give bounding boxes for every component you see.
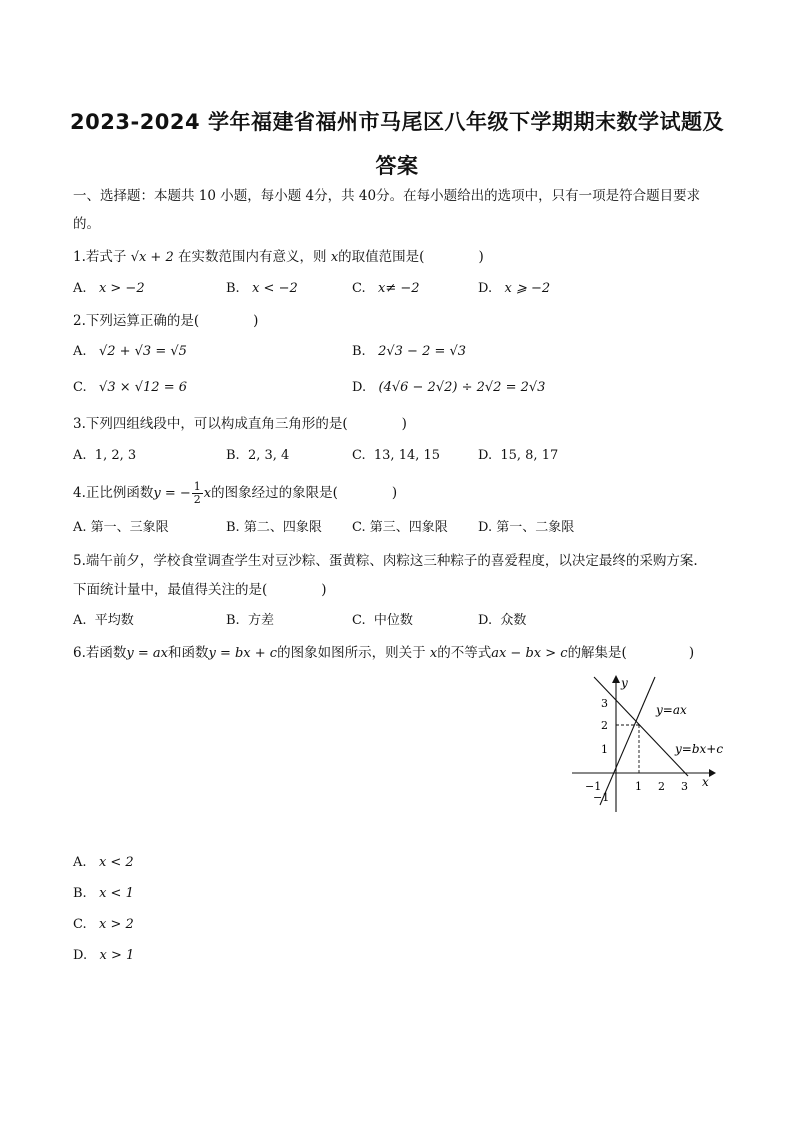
x-axis-arrow [709, 769, 716, 777]
q6-option-b[interactable]: B. x < 1 [73, 886, 134, 901]
q1-variable: x [330, 250, 339, 265]
line-y-ax-label: y=ax [656, 703, 687, 717]
line-y-bx-c-label: y=bx+c [675, 742, 724, 756]
line-y-ax [600, 677, 655, 805]
section-instruction-line-2: 的。 [73, 216, 100, 232]
y-axis-label: y [621, 676, 628, 690]
question-6-stem: 6.若函数y = ax和函数y = bx + c的图象如图所示，则关于 x的不等式ax − bx > c的解集是( ) [73, 645, 695, 661]
q1-suffix-2: 的取值范围是( [338, 249, 425, 265]
question-2-stem: 2.下列运算正确的是( ) [73, 313, 259, 329]
y-tick-3: 3 [601, 697, 608, 710]
q3-option-c[interactable]: C. 13, 14, 15 [352, 448, 441, 463]
q1-option-d[interactable]: D. x ⩾ −2 [478, 281, 551, 296]
q1-suffix: 在实数范围内有意义，则 [178, 249, 327, 265]
q2-option-c[interactable]: C. √3 × √12 = 6 [73, 380, 187, 395]
y-tick-1: 1 [601, 743, 608, 756]
question-5-stem-line-2: 下面统计量中，最值得关注的是( ) [73, 582, 327, 598]
x-tick-neg1: −1 [585, 780, 602, 793]
q6-option-c[interactable]: C. x > 2 [73, 917, 134, 932]
x-tick-3: 3 [681, 780, 688, 793]
question-3-stem: 3.下列四组线段中，可以构成直角三角形的是( ) [73, 416, 407, 432]
document-title: 2023-2024 学年福建省福州市马尾区八年级下学期期末数学试题及答案 [70, 110, 724, 178]
q5-option-d[interactable]: D. 众数 [478, 613, 527, 628]
q2-option-b[interactable]: B. 2√3 − 2 = √3 [352, 344, 467, 359]
q4-expr-left: y = − [153, 486, 191, 501]
y-tick-neg1: −1 [593, 791, 610, 804]
q4-option-b[interactable]: B. 第二、四象限 [226, 520, 322, 535]
question-4-stem: 4.正比例函数y = − $\frac{1}{2}$ x的图象经过的象限是( ) [73, 480, 398, 506]
q2-option-a[interactable]: A. √2 + √3 = √5 [73, 344, 187, 359]
q6-option-a[interactable]: A. x < 2 [73, 855, 134, 870]
question-5-stem-line-1: 5.端午前夕，学校食堂调查学生对豆沙粽、蛋黄粽、肉粽这三种粽子的喜爱程度，以决定最终的采购方案. [73, 553, 698, 569]
q1-prefix: 1.若式子 [73, 249, 127, 265]
q3-option-d[interactable]: D. 15, 8, 17 [478, 448, 559, 463]
q1-sqrt-expression: √x + 2 [130, 250, 174, 265]
section-instruction-line-1: 一、选择题：本题共 10 小题，每小题 4分，共 40分。在每小题给出的选项中，只有一项是符合题目要求 [73, 188, 701, 204]
q5-option-c[interactable]: C. 中位数 [352, 613, 413, 628]
x-tick-2: 2 [658, 780, 665, 793]
q2-option-d[interactable]: D. (4√6 − 2√2) ÷ 2√2 = 2√3 [352, 380, 546, 395]
q4-option-d[interactable]: D. 第一、二象限 [478, 520, 575, 535]
q5-option-b[interactable]: B. 方差 [226, 613, 274, 628]
q1-option-b[interactable]: B. x < −2 [226, 281, 298, 296]
q1-option-c[interactable]: C. x≠ −2 [352, 281, 420, 296]
q4-fraction: $\frac{1}{2}$ [193, 480, 201, 506]
y-axis-arrow [612, 675, 620, 683]
q3-option-b[interactable]: B. 2, 3, 4 [226, 448, 290, 463]
y-tick-2: 2 [601, 719, 608, 732]
q1-close-paren: ) [478, 249, 484, 265]
q6-option-d[interactable]: D. x > 1 [73, 948, 135, 963]
q5-option-a[interactable]: A. 平均数 [73, 613, 134, 628]
line-y-bx-c [594, 677, 688, 776]
q1-option-a[interactable]: A. x > −2 [73, 281, 145, 296]
x-tick-1: 1 [635, 780, 642, 793]
q4-option-a[interactable]: A. 第一、三象限 [73, 520, 169, 535]
x-axis-label: x [702, 775, 709, 789]
q4-option-c[interactable]: C. 第三、四象限 [352, 520, 448, 535]
q6-function-graph [568, 672, 724, 818]
question-1-stem [73, 248, 484, 267]
q3-option-a[interactable]: A. 1, 2, 3 [73, 448, 137, 463]
